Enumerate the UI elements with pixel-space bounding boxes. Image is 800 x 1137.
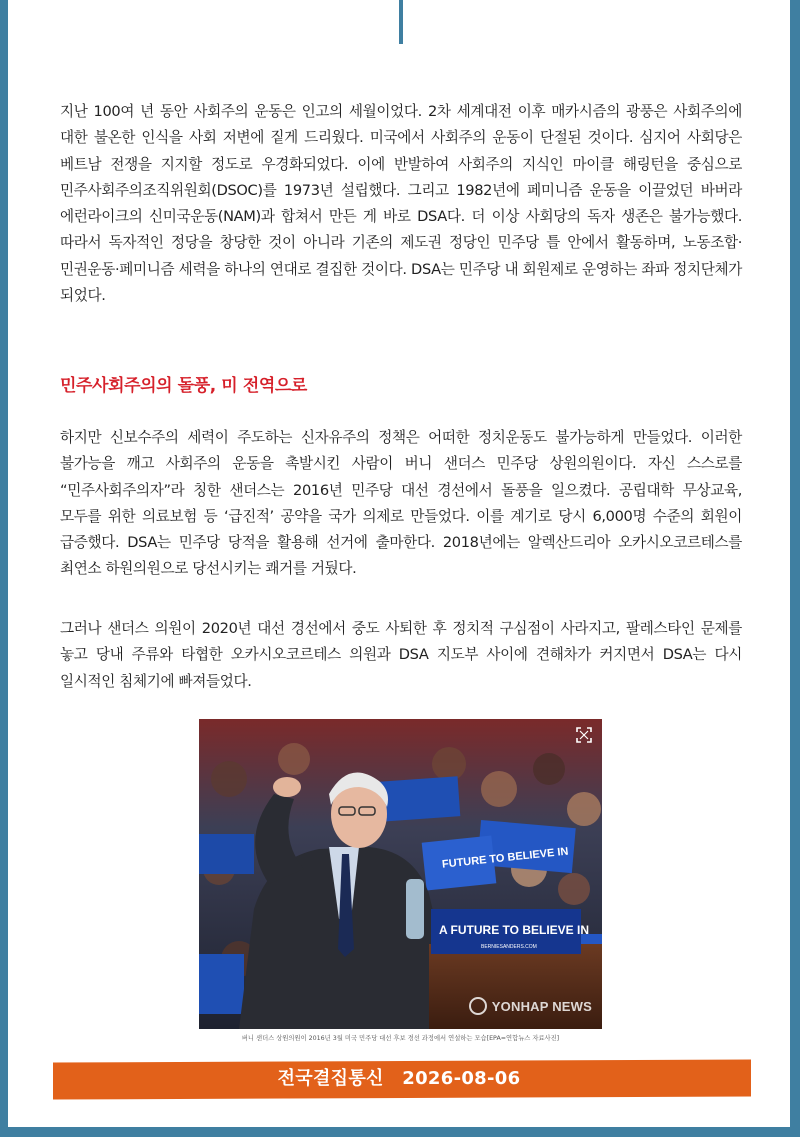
footer-text	[8, 1064, 790, 1090]
crowd-sign-text: FUTURE TO BELIEVE IN	[441, 845, 569, 871]
expand-icon[interactable]	[576, 727, 592, 743]
news-photo	[199, 719, 602, 1029]
section-subheading: 민주사회주의의 돌풍, 미 전역으로	[60, 376, 307, 396]
photo-illustration	[199, 719, 602, 1029]
article-paragraph-2: 하지만 신보수주의 세력이 주도하는 신자유주의 정책은 어떠한 정치운동도 불가능하게 만들었다. 이러한 불가능을 깨고 사회주의 운동을 촉발시킨 사람이 버니 샌더스 민주당 상원의원이다. 자신 스스로를 “민주사회주의자”라 칭한 샌더스는 2016년 민주당 대선 경선에서 돌풍을 일으켰다. 공립대학 무상교육, 모두를 위한 의료보험 등 ‘급진적’ 공약을 국가 의제로 만들었다. 이를 계기로 당시 6,000명 수준의 회원이 급증했다. DSA는 민주당 당적을 활용해 선거에 출마한다. 2018년에는 알렉산드리아 오카시오코르테스를 최연소 하원의원으로 당선시키는 쾌거를 거뒀다.	[60, 429, 742, 578]
watermark-text: YONHAP NEWS	[491, 998, 592, 1014]
article-page	[8, 0, 790, 1127]
footer-publisher: 전국결집통신	[277, 1068, 384, 1089]
podium-sign-text: A FUTURE TO BELIEVE IN	[439, 923, 590, 937]
podium-sign-url: BERNIESANDERS.COM	[481, 944, 537, 950]
article-paragraph-1: 지난 100여 년 동안 사회주의 운동은 인고의 세월이었다. 2차 세계대전 이후 매카시즘의 광풍은 사회주의에 대한 불온한 인식을 사회 저변에 짙게 드리웠다. 미국에서 사회주의 운동이 단절된 것이다. 심지어 사회당은 베트남 전쟁을 지지할 정도로 우경화되었다. 이에 반발하여 사회주의 지식인 마이클 해링턴을 중심으로 민주사회주의조직위원회(DSOC)를 1973년 설립했다. 그리고 1982년에 페미니즘 운동을 이끌었던 바버라 에런라이크의 신미국운동(NAM)과 합쳐서 만든 게 바로 DSA다. 더 이상 사회당의 독자 생존은 불가능했다. 따라서 독자적인 정당을 창당한 것이 아니라 기존의 제도권 정당인 민주당 틀 안에서 활동하며, 노동조합·민권운동·페미니즘 세력을 하나의 연대로 결집한 것이다. DSA는 민주당 내 회원제로 운영하는 좌파 정치단체가 되었다.	[60, 103, 742, 305]
footer-date: 2026-08-06	[402, 1068, 521, 1089]
yonhap-watermark	[469, 997, 592, 1015]
article-paragraph-3: 그러나 샌더스 의원이 2020년 대선 경선에서 중도 사퇴한 후 정치적 구심점이 사라지고, 팔레스타인 문제를 놓고 당내 주류와 타협한 오카시오코르테스 의원과 DSA 지도부 사이에 견해차가 커지면서 DSA는 다시 일시적인 침체기에 빠져들었다.	[60, 620, 742, 690]
photo-caption: 버니 샌더스 상원의원이 2016년 3월 미국 민주당 대선 후보 경선 과정에서 연설하는 모습[EPA=연합뉴스 자료사진]	[241, 1035, 560, 1042]
yonhap-logo-icon	[469, 997, 487, 1015]
top-divider	[399, 0, 403, 44]
